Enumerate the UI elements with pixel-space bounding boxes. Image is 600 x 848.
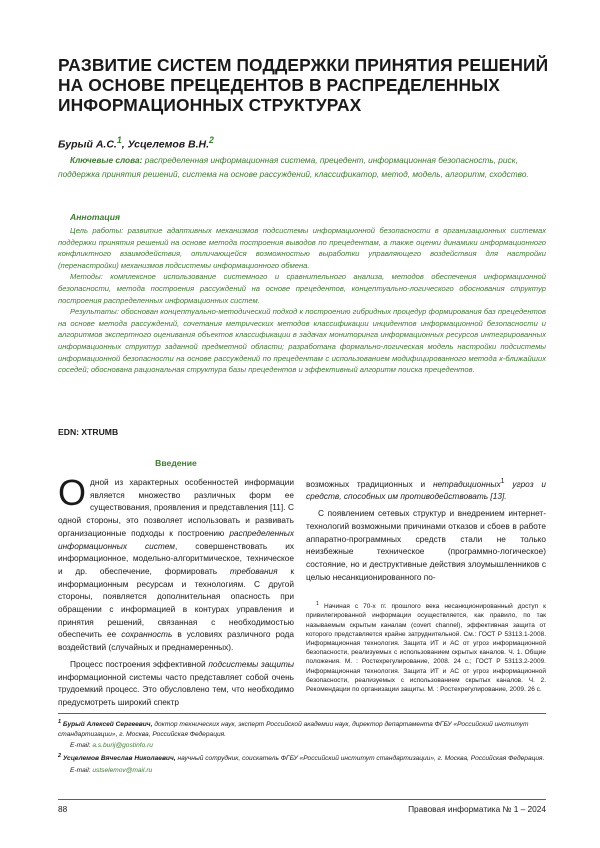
author-footnote-mark[interactable]: 1	[116, 135, 122, 145]
edn-code: EDN: XTRUMB	[58, 427, 119, 437]
author-email-line: E-mail: a.s.burij@gostinfo.ru	[70, 742, 153, 749]
keywords-block	[58, 154, 546, 181]
page-number: 88	[58, 804, 68, 814]
annotation-block	[58, 225, 546, 376]
author-name: Усцелемов В.Н.	[127, 138, 210, 151]
left-column	[58, 472, 295, 713]
paragraph: С появлением сетевых структур и внедрением интернет-технологий возможными причинами отказов и сбоев в работе аппаратно-программных средств стали не только неизбежные техническое (программно-логическое) состояние, но и деструктивные действия злоумышленников с целью несанкционированного по-	[306, 508, 546, 582]
paragraph: Процесс построения эффективной подсистемы защиты информационной системы часто представляет собой очень трудоемкий процесс. Это обусловлено тем, что необходимо предусмотреть широкий спектр	[58, 658, 295, 707]
author-email-line: E-mail: ustselemov@mail.ru	[70, 767, 153, 774]
right-column	[306, 476, 546, 587]
footnote-divider	[58, 713, 546, 714]
keywords-text: распределенная информационная система, прецедент, информационная безопасность, риск, поддержка принятия решений, система на основе рассуждений, классификатор, метод, модель, алгоритм, сходство.	[58, 155, 529, 179]
reference-link[interactable]: [13].	[488, 491, 507, 502]
intro-heading: Введение	[155, 458, 197, 468]
footnote-mark[interactable]: 1	[500, 478, 505, 485]
author-footnote: $^2$ Усцелемов Вячеслав Николаевич, научный сотрудник, соискатель ФГБУ «Российский институт стандартизации», г. Москва, Российская Федерация.	[58, 753, 545, 763]
footer-divider	[58, 799, 546, 800]
email-link[interactable]: a.s.burij@gostinfo.ru	[92, 742, 153, 749]
author-name: Бурый А.С.	[58, 138, 117, 151]
annotation-goal: Цель работы: развитие адаптивных механизмов подсистемы информационной безопасности в организационных системах поддержки принятия решений на основе метода построения выводов по прецедентам, а также оценки динамики информационного конфликтного взаимодействия, отличающейся возможностью выработки управляющего воздействия для настройки (перенастройки) механизмов подсистемы информационного обмена.	[58, 226, 546, 270]
author-footnotes	[58, 718, 546, 777]
author-footnote-mark[interactable]: 2	[209, 135, 214, 145]
paragraph: Одной из характерных особенностей информации является множество различных форм ее существования, проявления и представления [11]. С одной стороны, это позволяет использовать и развивать организационные подходы к построению распределенных информационных систем, совершенствовать их информационное, модельно-алгоритмическое, техническое и др. обеспечение, формировать требования к информационным ресурсам и технологиям. С другой стороны, появляется дополнительная опасность при обращении с информацией в контурах управления и принятия решений, связанная с необходимостью обеспечить ее сохранность в условиях различного рода воздействий (случайных и преднамеренных).	[58, 472, 294, 653]
keywords-label: Ключевые слова:	[70, 155, 143, 165]
paragraph: возможных традиционных и нетрадиционных$^1$ угроз и средств, способных им противодействовать [13].	[306, 478, 546, 502]
authors-line: Бурый А.С.$^1$, Усцелемов В.Н.$^2$	[58, 135, 214, 151]
title-line: НА ОСНОВЕ ПРЕЦЕДЕНТОВ В РАСПРЕДЕЛЕННЫХ	[58, 75, 500, 95]
annotation-heading: Аннотация	[70, 212, 121, 222]
annotation-methods: Методы: комплексное использование системного и сравнительного анализа, методов обеспечения информационной безопасности, метода построения рассуждений на основе прецедентов, концептуально-логического обоснования структур построения распределенных информационных систем.	[58, 272, 546, 305]
drop-cap: О	[58, 472, 87, 513]
title-line: РАЗВИТИЕ СИСТЕМ ПОДДЕРЖКИ ПРИНЯТИЯ РЕШЕНИЙ	[58, 55, 549, 75]
journal-name: Правовая информатика № 1 – 2024	[408, 804, 546, 814]
page-footnote: $^1$ Начиная с 70-х гг. прошлого века несанкционированный доступ к привилегированной информации осуществляется, как правило, по так называемым скрытым каналам (covert channel), эффективная защита от которого представляется крайне затруднительной. См.: ГОСТ Р 53113.1-2008. Информационная технология. Защита ИТ и АС от угроз информационной безопасности, реализуемых с использованием скрытых каналов. Ч. 1. Общие положения. М. : Ростехрегулирование, 2008. 24 с.; ГОСТ Р 53113.2-2009. Информационная технология. Защита ИТ и АС от угроз информационной безопасности, реализуемых с использованием скрытых каналов. Ч. 2. Рекомендации по организации защиты. М. : Ростехрегулирование, 2009. 26 с.	[306, 601, 546, 693]
email-link[interactable]: ustselemov@mail.ru	[92, 767, 153, 774]
author-footnote: $^1$ Бурый Алексей Сергеевич, доктор технических наук, эксперт Российской академии наук, директор департамента ФГБУ «Российский институт стандартизации», г. Москва, Российская Федерация.	[58, 719, 529, 738]
annotation-results: Результаты: обоснован концептуально-методический подход к построению гибридных процедур формирования баз прецедентов на основе метода рассуждений, сочетания метрических методов классификации инцидентов информационной безопасности и алгоритмов экспертного оценивания объектов классификации в задачах мониторинга информационных ресурсов интегрированных информационных структур заданной предметной области; разработана формально-логическая модель настройки подсистемы информационной безопасности на основе рассуждений по прецедентам с использованием модифицированного метода к-ближайших соседей; обоснована рациональная структура базы прецедентов и эффективный алгоритм поиска прецедентов.	[58, 307, 546, 375]
article-title	[58, 55, 558, 115]
title-line: ИНФОРМАЦИОННЫХ СТРУКТУРАХ	[58, 95, 362, 115]
